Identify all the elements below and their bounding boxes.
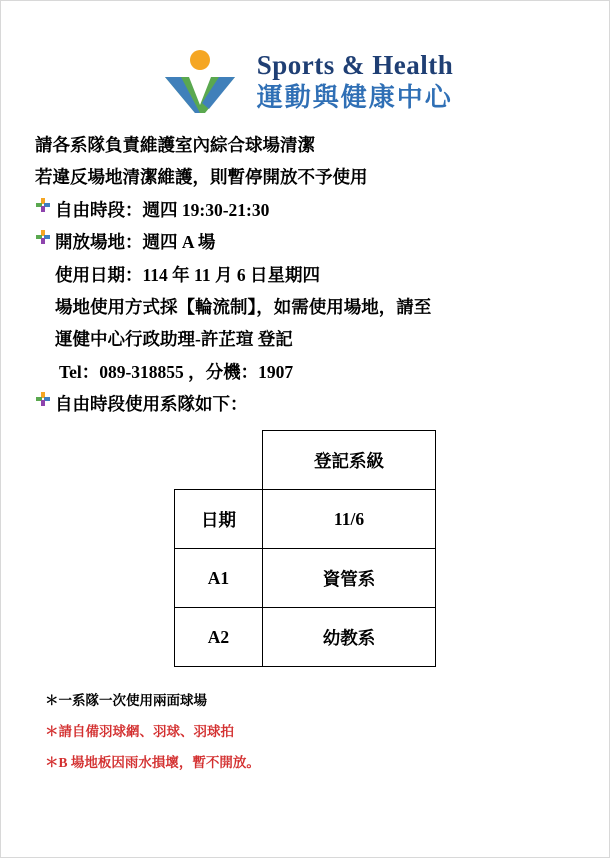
notice-body <box>1 125 609 420</box>
notice-line-8-contact: Tel：089-318855 ，分機：1907 <box>59 361 294 382</box>
logo-text-block <box>257 51 454 111</box>
notice-line-6: 場地使用方式採【輪流制】，如需使用場地，請至 <box>55 296 432 317</box>
table-row-label: A2 <box>175 608 263 667</box>
table-row-value: 11/6 <box>263 490 436 549</box>
document-header <box>1 1 609 125</box>
sports-health-logo-icon <box>157 47 243 115</box>
registration-table-wrap <box>1 430 609 667</box>
logo-english-title: Sports & Health <box>256 50 454 81</box>
logo-chinese-title: 運動與健康中心 <box>256 81 453 112</box>
cross-bullet-icon <box>35 391 55 407</box>
notice-line-9: 自由時段使用系隊如下： <box>55 394 248 414</box>
table-row-value: 資管系 <box>263 549 436 608</box>
registration-table <box>174 430 436 667</box>
footnote-2: ＊請自備羽球網、羽球、羽球拍 <box>45 724 234 740</box>
notice-line-7: 運健中心行政助理-許芷瑄 登記 <box>55 329 293 350</box>
notice-line-4: 開放場地：週四 A 場 <box>55 232 216 253</box>
table-row-label: 日期 <box>175 490 263 549</box>
notice-line-1: 請各系隊負責維護室內綜合球場清潔 <box>35 135 315 155</box>
table-row-value: 幼教系 <box>263 608 436 667</box>
table-header-registered-class: 登記系級 <box>263 431 436 490</box>
table-row <box>175 431 436 490</box>
table-row <box>175 490 436 549</box>
footnote-3: ＊B 場地板因雨水損壞，暫不開放。 <box>45 755 260 771</box>
notice-line-3-row <box>35 194 575 226</box>
notice-line-3: 自由時段：週四 19:30-21:30 <box>55 199 270 220</box>
cross-bullet-icon <box>35 197 55 213</box>
table-row <box>175 608 436 667</box>
table-corner-cell <box>175 431 263 490</box>
footnotes <box>1 667 609 778</box>
cross-bullet-icon <box>35 229 55 245</box>
table-row <box>175 549 436 608</box>
table-row-label: A1 <box>175 549 263 608</box>
notice-line-9-row <box>35 388 575 420</box>
notice-line-5: 使用日期：114 年 11 月 6 日星期四 <box>55 264 320 285</box>
notice-line-2: 若違反場地清潔維護，則暫停開放不予使用 <box>35 167 368 188</box>
notice-line-4-row <box>35 226 575 258</box>
footnote-1: ＊一系隊一次使用兩面球場 <box>45 693 207 709</box>
